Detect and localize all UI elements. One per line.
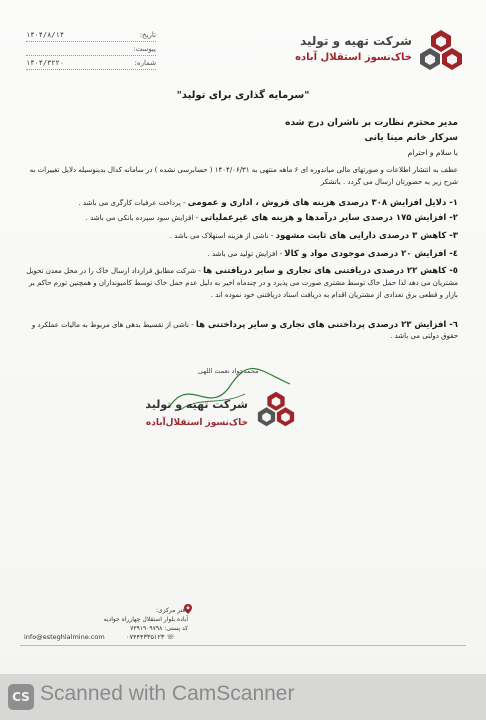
camscanner-logo: CS [8, 684, 34, 710]
meta-date-label: تاریخ: [139, 31, 156, 39]
company-subname: خاک‌نسوز استقلال آباده [295, 52, 412, 63]
item-desc: - افزایش تولید می باشد . [207, 250, 283, 258]
list-item [22, 213, 458, 224]
signatory-name: محمدجواد نعمت اللهی [198, 367, 259, 375]
stamp-cube-icon [256, 390, 296, 428]
meta-attachment-label: پیوست: [133, 45, 156, 53]
meta-date-value: ۱۴۰۴/۸/۱۴ [26, 31, 64, 39]
list-item [22, 265, 458, 301]
footer-address-street: آباده بلوار استقلال چهارراه جوادیه [103, 616, 188, 623]
company-name: شرکت تهیه و تولید [300, 34, 412, 48]
list-item [22, 320, 458, 342]
scanner-watermark-bar [0, 674, 486, 720]
company-logo [294, 26, 464, 76]
item-title: ٥- کاهش ۲۲ درصدی دریافتنی های تجاری و سایر دریافتنی ها [203, 266, 458, 276]
list-item [22, 198, 458, 209]
meta-number-value: ۱۴۰۴/۳۲۲۰ [26, 59, 64, 67]
list-item [22, 249, 458, 260]
meta-date-row [26, 30, 156, 42]
camscanner-text: Scanned with CamScanner [40, 682, 295, 705]
item-title: ۱- دلایل افزایش ۳۰۸ درصدی هزینه های فروش ، اداری و عمومی [187, 198, 458, 208]
item-desc: - افزایش سود سپرده بانکی می باشد . [85, 214, 199, 222]
item-title: ۳- کاهش ۳ درصدی دارایی های ثابت مشهود [275, 231, 458, 241]
meta-number-label: شماره: [134, 59, 156, 67]
stamp-company-name: شرکت تهیه و تولید [145, 398, 248, 411]
addressee-line: سرکار خانم مینا یانی [364, 133, 458, 143]
stamp-company-subname: خاک‌نسوز استقلال‌آباده [145, 418, 248, 428]
item-desc: - پرداخت عرفیات کارگری می باشد . [78, 199, 186, 207]
letter-heading: "سرمایه گذاری برای تولید" [176, 90, 310, 101]
item-desc: - ناشی از هزینه استهلاک می باشد . [169, 232, 274, 240]
item-title: ٤- افزایش ۲۰ درصدی موجودی مواد و کالا [284, 249, 458, 259]
item-desc: - شرکت مطابق قرارداد ارسال خاک را در محل معدن تحویل مشتریان می دهد لذا حمل خاک توسط مشتری صورت می پذیرد و در چندماه اخیر به دلیل عدم حمل خاک توسط کامیونداران و همچنین تورم حاکم بر بازار و قطعی برق تعدادی از مشتریان اقدام به دریافت اسناد دریافتنی خود نموده اند . [26, 267, 458, 299]
recipient-line: مدیر محترم نظارت بر ناشران درج شده [285, 118, 458, 128]
footer-phone: ☏ ۰۷۴۴۴۳۳۵۱۲۳ [126, 633, 175, 641]
intro-paragraph: عطف به انتشار اطلاعات و صورتهای مالی میاندوره ای ۶ ماهه منتهی به ۱۴۰۴/۰۶/۳۱ ( حسابرسی نشده ) در سامانه کدال بدینوسیله دلایل تغییرات به شرح زیر به حضورتان ارسال می گردد . باتشکر [29, 166, 458, 186]
greeting-line: با سلام و احترام [407, 148, 458, 157]
company-stamp [145, 380, 300, 440]
footer-divider [20, 645, 466, 646]
footer-postal-code: کد پستی: ۷۳۹۱۹۰۹۷۹۸ [130, 625, 188, 632]
letter-meta [26, 30, 156, 72]
footer-email: info@esteghlalmine.com [24, 633, 105, 641]
footer-address-label: دفتر مرکزی: [156, 607, 188, 614]
footer-address [78, 606, 188, 633]
company-cube-icon [418, 28, 464, 72]
item-title: ۲- افزایش ۱۷۵ درصدی سایر درآمدها و هزینه های غیرعملیاتی [200, 213, 458, 223]
meta-attachment-row [26, 44, 156, 56]
item-desc: - ناشی از تقسیط بدهی های مربوط به مالیات عملکرد و حقوق دولتی می باشد . [31, 321, 458, 340]
meta-number-row [26, 58, 156, 70]
item-title: ٦- افزایش ۲۳ درصدی پرداختنی های تجاری و سایر پرداختنی ها [195, 320, 458, 330]
list-item [22, 231, 458, 242]
